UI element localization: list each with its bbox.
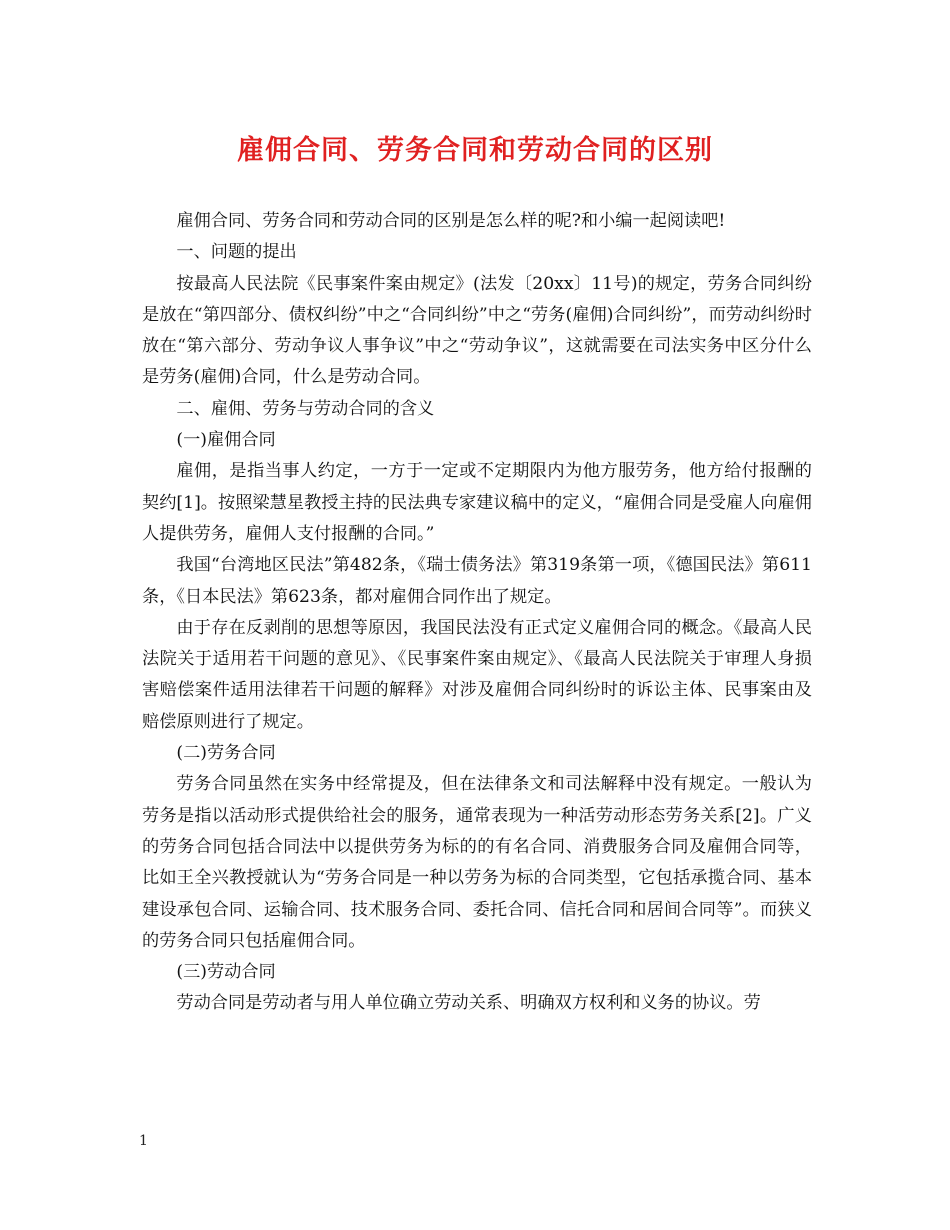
paragraph-employment-laws: 我国“台湾地区民法”第482条，《瑞士债务法》第319条第一项，《德国民法》第611条，《日本民法》第623条，都对雇佣合同作出了规定。: [142, 555, 812, 607]
page-number: 1: [139, 1133, 148, 1149]
subsection-heading-labor-contract: (三)劳动合同: [176, 962, 276, 983]
paragraph-labor-contract: 劳动合同是劳动者与用人单位确立劳动关系、明确双方权利和义务的协议。劳: [176, 993, 761, 1014]
document-title: 雇佣合同、劳务合同和劳动合同的区别: [237, 135, 713, 166]
paragraph-employment-definition: 雇佣，是指当事人约定，一方于一定或不定期限内为他方服劳务，他方给付报酬的契约[1]。按照梁慧星教授主持的民法典专家建议稿中的定义，“雇佣合同是受雇人向雇佣人提供劳务，雇佣人支付报酬的合同。”: [142, 461, 812, 544]
section-heading-2: 二、雇佣、劳务与劳动合同的含义: [176, 398, 435, 419]
paragraph-employment-china: 由于存在反剥削的思想等原因，我国民法没有正式定义雇佣合同的概念。《最高人民法院关于适用若干问题的意见》、《民事案件案由规定》、《最高人民法院关于审理人身损害赔偿案件适用法律若干问题的解释》对涉及雇佣合同纠纷时的诉讼主体、民事案由及赔偿原则进行了规定。: [142, 617, 812, 732]
subsection-heading-employment: (一)雇佣合同: [176, 430, 276, 451]
paragraph-labor-service: 劳务合同虽然在实务中经常提及，但在法律条文和司法解释中没有规定。一般认为劳务是指以活动形式提供给社会的服务，通常表现为一种活劳动形态劳务关系[2]。广义的劳务合同包括合同法中以提供劳务为标的的有名合同、消费服务合同及雇佣合同等，比如王全兴教授就认为“劳务合同是一种以劳务为标的合同类型，它包括承揽合同、基本建设承包合同、运输合同、技术服务合同、委托合同、信托合同和居间合同等”。而狭义的劳务合同只包括雇佣合同。: [142, 774, 812, 951]
paragraph-1: 按最高人民法院《民事案件案由规定》(法发〔20xx〕11号)的规定，劳务合同纠纷是放在“第四部分、债权纠纷”中之“合同纠纷”中之“劳务(雇佣)合同纠纷”，而劳动纠纷时放在“第六部分、劳动争议人事争议”中之“劳动争议”，这就需要在司法实务中区分什么是劳务(雇佣)合同，什么是劳动合同。: [142, 273, 812, 388]
subsection-heading-labor-service: (二)劳务合同: [176, 743, 276, 764]
section-heading-1: 一、问题的提出: [176, 242, 297, 263]
document-body: [142, 206, 812, 1020]
paragraph-intro: 雇佣合同、劳务合同和劳动合同的区别是怎么样的呢?和小编一起阅读吧!: [176, 211, 726, 231]
